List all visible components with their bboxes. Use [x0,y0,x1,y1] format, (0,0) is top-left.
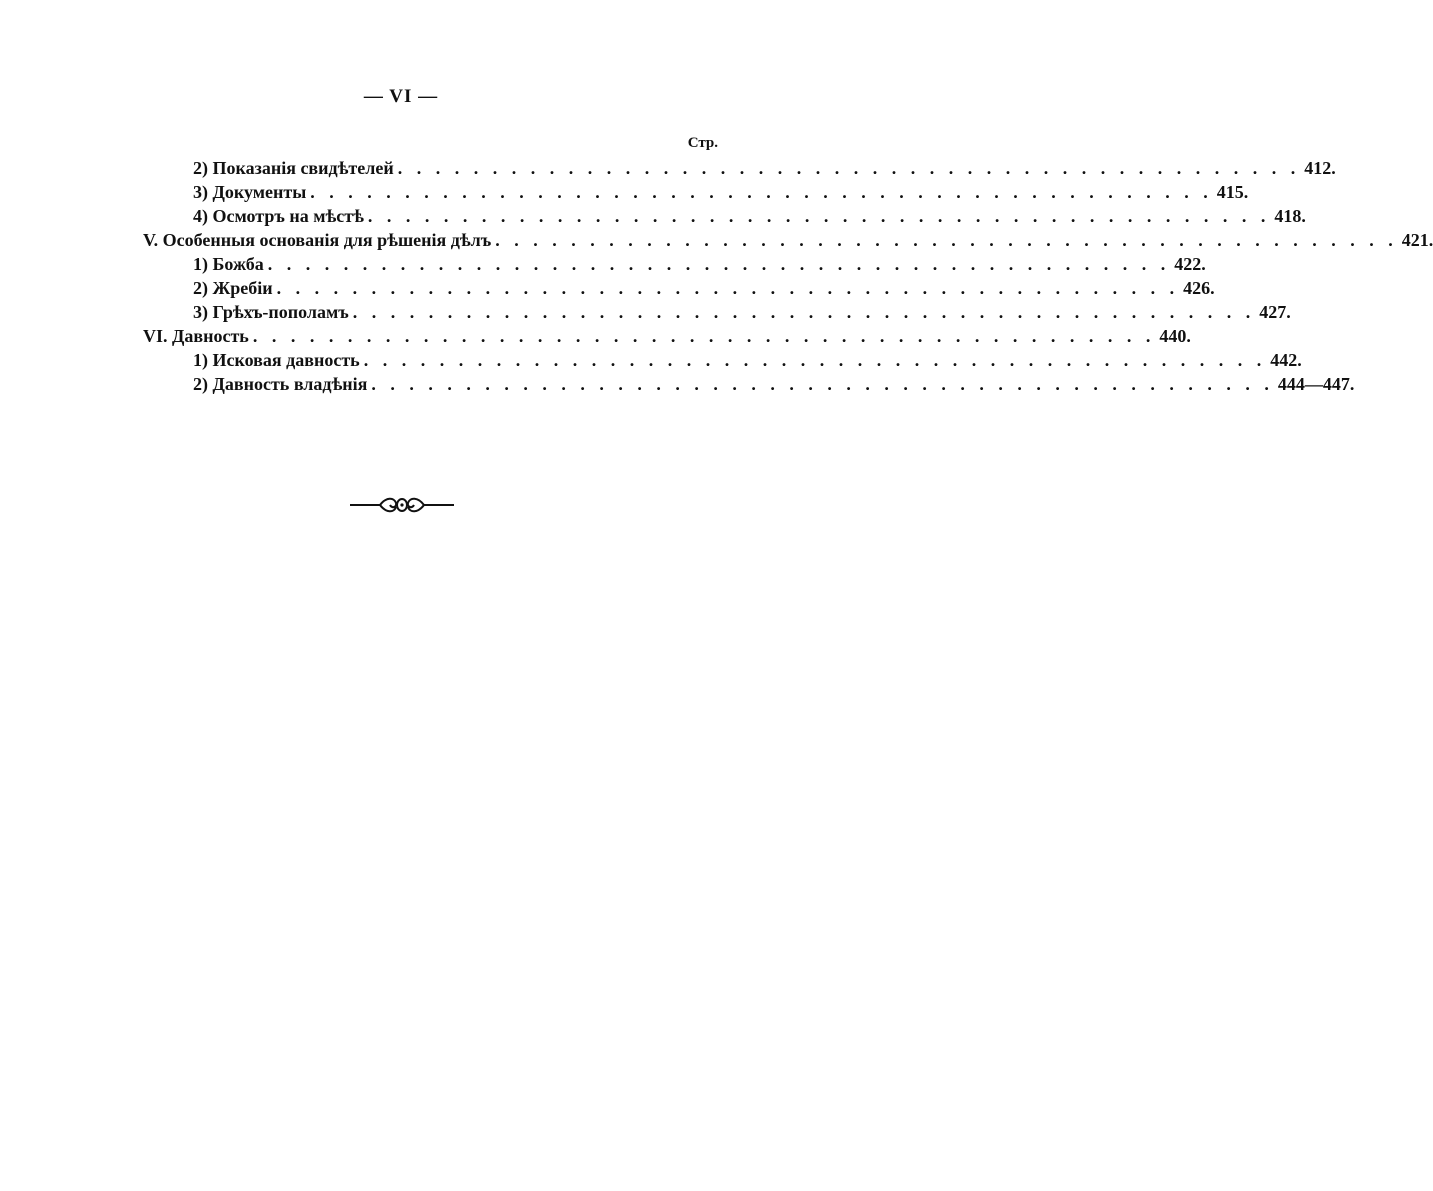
toc-entry-page: 418. [1274,206,1306,226]
leader-dots: . . . . . . . . . . . . . . . . . . . . . . . . . . . . . . . . . . . . . . . . . . . . . . . . [352,302,1256,322]
toc-entry-label: V. Особенныя основанія для рѣшенія дѣлъ [143,230,492,250]
toc-entry-page: 422. [1174,254,1206,274]
leader-dots: . . . . . . . . . . . . . . . . . . . . . . . . . . . . . . . . . . . . . . . . . . . . . . . . [367,206,1271,226]
leader-dots: . . . . . . . . . . . . . . . . . . . . . . . . . . . . . . . . . . . . . . . . . . . . . . . . [371,374,1274,394]
leader-dots: . . . . . . . . . . . . . . . . . . . . . . . . . . . . . . . . . . . . . . . . . . . . . . . . [252,326,1156,346]
toc-entry-label: VI. Давность [143,326,249,346]
toc-entry-page: 442. [1270,350,1302,370]
toc-entry [193,204,1306,228]
leader-dots: . . . . . . . . . . . . . . . . . . . . . . . . . . . . . . . . . . . . . . . . . . . . . . . . [397,158,1301,178]
toc-entry [193,348,1302,372]
fleuron-divider-icon [350,494,454,516]
toc-entry-page: 415. [1216,182,1249,202]
toc-entry [193,252,1206,276]
leader-dots: . . . . . . . . . . . . . . . . . . . . . . . . . . . . . . . . . . . . . . . . . . . . . . . . [495,230,1398,250]
leader-dots: . . . . . . . . . . . . . . . . . . . . . . . . . . . . . . . . . . . . . . . . . . . . . . . . [363,350,1267,370]
toc-entry [193,180,1249,204]
toc-entry [193,300,1291,324]
toc-entry-page: 426. [1183,278,1215,298]
toc-entry [193,276,1215,300]
toc-entry-label: 1) Божба [193,254,264,274]
leader-dots: . . . . . . . . . . . . . . . . . . . . . . . . . . . . . . . . . . . . . . . . . . . . . . . . [267,254,1171,274]
toc-entry-label: 2) Жребіи [193,278,273,298]
toc-entry [193,156,1336,180]
toc-entry [193,372,1355,396]
toc-entry-label: 3) Документы [193,182,307,202]
page-number: — VI — [363,86,439,107]
toc-entry-page: 444—447. [1277,374,1355,394]
toc-entry-label: 2) Показанія свидѣтелей [193,158,394,178]
leader-dots: . . . . . . . . . . . . . . . . . . . . . . . . . . . . . . . . . . . . . . . . . . . . . . . . [310,182,1213,202]
toc-entry-page: 427. [1259,302,1291,322]
toc-entry-page: 421. [1401,230,1433,250]
toc-entry-page: 440. [1159,326,1191,346]
toc-entry-label: 1) Исковая давность [193,350,360,370]
toc-entry-label: 4) Осмотръ на мѣстѣ [193,206,364,226]
toc-entry [143,228,1433,252]
toc-entry [143,324,1191,348]
leader-dots: . . . . . . . . . . . . . . . . . . . . . . . . . . . . . . . . . . . . . . . . . . . . . . . . [276,278,1180,298]
toc-entry-label: 3) Грѣхъ-пополамъ [193,302,349,322]
toc-entry-label: 2) Давность владѣнія [193,374,368,394]
toc-entry-page: 412. [1304,158,1336,178]
page-column-label: Стр. [687,135,718,151]
